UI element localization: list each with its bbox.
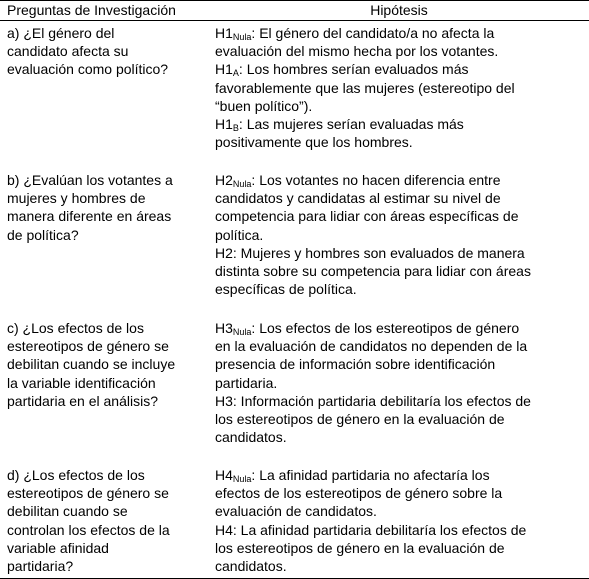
header-hypotheses: Hipótesis <box>370 2 428 18</box>
hypothesis-label: H1 <box>215 25 233 41</box>
table-header-row <box>0 1 589 21</box>
hypothesis-line: candidatos y candidatas al estimar su nivel de <box>215 190 501 207</box>
hypothesis-line <box>215 115 585 133</box>
hypothesis-line: evaluación del mismo hecha por los votantes. <box>215 43 499 60</box>
hypothesis-line: distinta sobre su competencia para lidiar con áreas <box>215 263 531 280</box>
question-line: controlan los efectos de la <box>7 521 170 538</box>
hypothesis-label: H1 <box>215 116 233 133</box>
hypothesis-line: H4: La afinidad partidaria debilitaría los efectos de <box>215 521 527 538</box>
hypothesis-cell-a <box>215 24 585 151</box>
hypothesis-line: favorablemente que las mujeres (estereotipo del <box>215 79 515 96</box>
header-questions: Preguntas de Investigación <box>7 2 176 18</box>
question-line: d) ¿Los efectos de los <box>7 467 145 483</box>
question-cell-c <box>7 319 207 410</box>
hypothesis-text: : El género del candidato/a no afecta la <box>251 25 495 41</box>
question-line: candidato afecta su <box>7 43 129 60</box>
hypothesis-label: H4 <box>215 467 233 483</box>
hypothesis-line <box>215 171 585 189</box>
hypothesis-line <box>215 24 585 42</box>
hypothesis-label: H3 <box>215 320 233 336</box>
hypothesis-line: específicas de política. <box>215 281 357 298</box>
hypothesis-line: los estereotipos de género en la evaluación de <box>215 411 505 428</box>
hypothesis-subscript: A <box>232 68 239 79</box>
hypothesis-line: candidatos. <box>215 429 287 446</box>
hypothesis-line: competencia para lidiar con áreas específicas de <box>215 208 519 225</box>
hypothesis-line: evaluación de candidatos. <box>215 503 377 520</box>
hypothesis-line: “buen político”). <box>215 97 313 114</box>
hypothesis-line <box>215 466 585 484</box>
hypothesis-line: H2: Mujeres y hombres son evaluados de manera <box>215 244 525 261</box>
question-line: manera diferente en áreas <box>7 208 172 225</box>
hypothesis-line: presencia de información sobre identificación <box>215 356 496 373</box>
hypothesis-subscript: Nula <box>232 179 252 189</box>
question-line: b) ¿Evalúan los votantes a <box>7 172 173 188</box>
hypothesis-line <box>215 60 585 78</box>
question-line: variable afinidad <box>7 539 109 556</box>
hypothesis-label: H1 <box>215 61 233 78</box>
hypothesis-line: candidatos. <box>215 558 287 575</box>
hypothesis-text: : La afinidad partidaria no afectaría los <box>251 467 490 483</box>
hypothesis-subscript: Nula <box>232 474 252 484</box>
question-line: partidaria? <box>7 558 74 575</box>
question-line: evaluación como político? <box>7 61 169 78</box>
hypothesis-line: política. <box>215 226 264 243</box>
hypothesis-line <box>215 319 585 337</box>
question-cell-b <box>7 171 207 244</box>
hypothesis-cell-c <box>215 319 585 446</box>
hypothesis-text: : Las mujeres serían evaluadas más <box>238 116 464 133</box>
hypothesis-subscript: Nula <box>232 32 252 42</box>
hypothesis-line: los estereotipos de género en la evaluación de <box>215 539 505 556</box>
hypothesis-cell-d <box>215 466 585 575</box>
question-line: la variable identificación <box>7 374 156 391</box>
hypothesis-line: en la evaluación de candidatos no dependen de la <box>215 338 528 355</box>
hypothesis-text: : Los votantes no hacen diferencia entre <box>251 172 501 188</box>
question-line: a) ¿El género del <box>7 25 115 41</box>
question-line: c) ¿Los efectos de los <box>7 320 144 336</box>
question-line: estereotipos de género se <box>7 485 169 502</box>
question-line: partidaria en el análisis? <box>7 392 158 409</box>
hypothesis-cell-b <box>215 171 585 298</box>
question-line: mujeres y hombres de <box>7 190 146 207</box>
question-line: estereotipos de género se <box>7 338 169 355</box>
question-cell-d <box>7 466 207 575</box>
question-line: debilitan cuando se incluye <box>7 356 176 373</box>
hypothesis-text: : Los hombres serían evaluados más <box>238 61 469 78</box>
question-cell-a <box>7 24 207 79</box>
hypothesis-subscript: Nula <box>232 327 252 337</box>
hypothesis-line: H3: Información partidaria debilitaría los efectos de <box>215 392 531 409</box>
hypothesis-label: H2 <box>215 172 233 188</box>
hypothesis-line: positivamente que los hombres. <box>215 134 413 151</box>
hypothesis-line: partidaria. <box>215 374 278 391</box>
hypothesis-subscript: B <box>232 123 239 134</box>
hypothesis-line: efectos de los estereotipos de género sobre la <box>215 485 503 502</box>
question-line: de política? <box>7 226 79 243</box>
question-line: debilitan cuando se <box>7 503 128 520</box>
hypothesis-text: : Los efectos de los estereotipos de género <box>251 320 520 336</box>
